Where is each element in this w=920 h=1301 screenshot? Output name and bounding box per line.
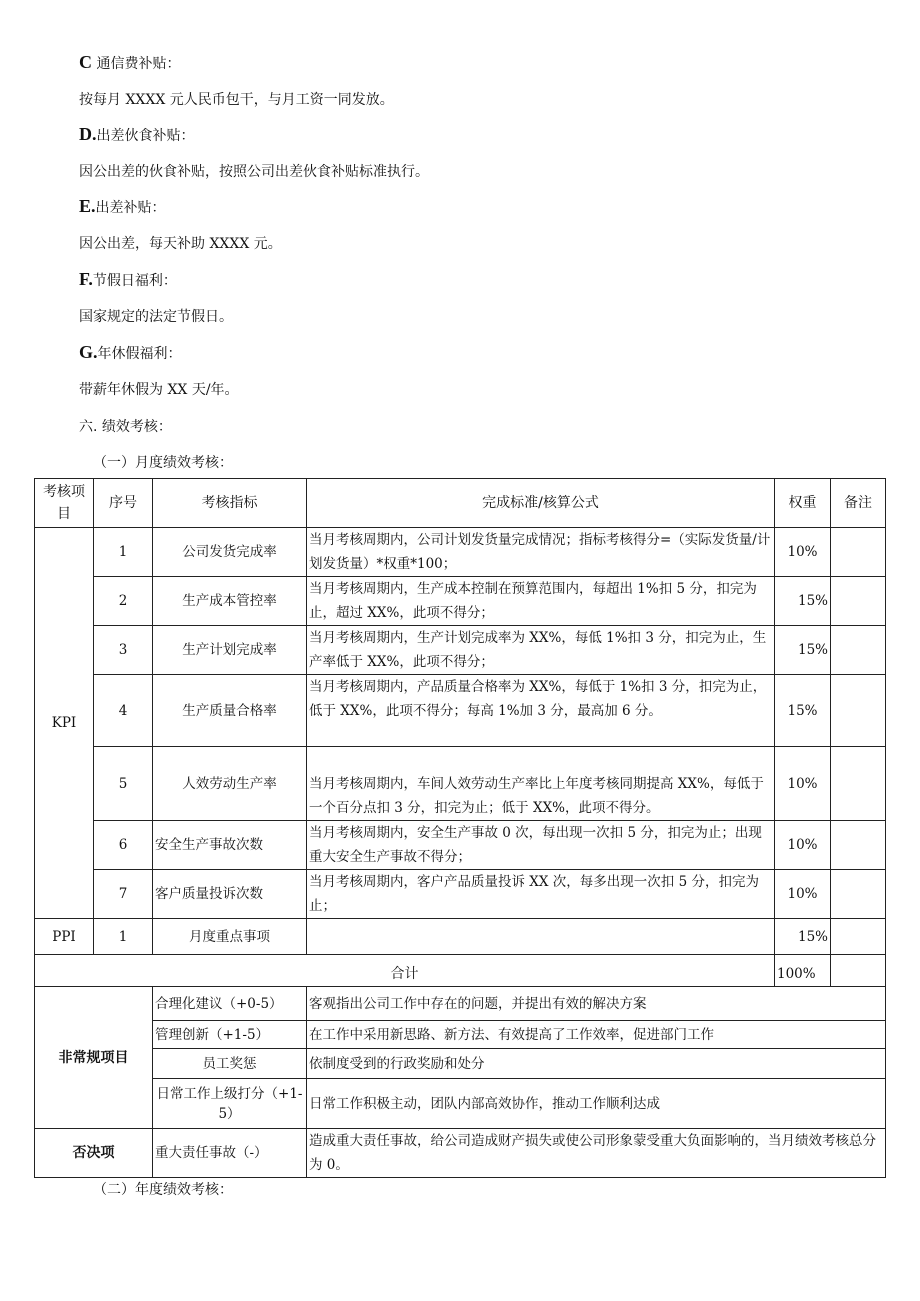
row-indicator: 公司发货完成率	[153, 528, 307, 577]
section-c-body: 按每月 XXXX 元人民币包干，与月工资一同发放。	[79, 92, 394, 108]
table-row-total	[35, 955, 886, 987]
row-number: 1	[94, 919, 153, 955]
section-c-title: C 通信费补贴：	[79, 52, 181, 72]
section-g-title: G.年休假福利：	[79, 342, 182, 362]
header-indicator: 考核指标	[153, 479, 307, 528]
row-standard: 当月考核周期内，生产成本控制在预算范围内，每超出 1%扣 5 分，扣完为止，超过 XX%，此项不得分；	[307, 577, 775, 626]
header-weight: 权重	[775, 479, 831, 528]
row-standard	[307, 919, 775, 955]
section-six-title: 六. 绩效考核：	[79, 419, 172, 435]
table-header-row	[35, 479, 886, 528]
table-row	[35, 675, 886, 747]
row-number: 1	[94, 528, 153, 577]
ppi-category-label: PPI	[35, 919, 94, 955]
table-row-veto	[35, 1129, 886, 1178]
header-number: 序号	[94, 479, 153, 528]
table-row	[35, 626, 886, 675]
row-standard: 日常工作积极主动，团队内部高效协作，推动工作顺利达成	[307, 1079, 886, 1129]
section-e-body: 因公出差，每天补助 XXXX 元。	[79, 236, 282, 252]
row-weight: 15%	[775, 675, 831, 747]
row-indicator: 月度重点事项	[153, 919, 307, 955]
row-weight: 10%	[775, 747, 831, 821]
row-remark	[831, 821, 886, 870]
table-row	[35, 577, 886, 626]
row-number: 7	[94, 870, 153, 919]
annual-review-title: （二）年度绩效考核：	[93, 1182, 233, 1198]
row-remark	[831, 675, 886, 747]
row-indicator: 日常工作上级打分（+1-5）	[153, 1079, 307, 1129]
row-indicator: 员工奖惩	[153, 1049, 307, 1079]
monthly-review-title: （一）月度绩效考核：	[93, 455, 233, 471]
row-standard: 当月考核周期内，安全生产事故 0 次，每出现一次扣 5 分，扣完为止；出现重大安全生产事故不得分；	[307, 821, 775, 870]
row-standard: 当月考核周期内，客户产品质量投诉 XX 次，每多出现一次扣 5 分，扣完为止；	[307, 870, 775, 919]
row-remark	[831, 870, 886, 919]
section-e-title: E.出差补贴：	[79, 196, 166, 216]
section-f-title: F.节假日福利：	[79, 269, 177, 289]
row-weight: 15%	[775, 577, 831, 626]
row-standard: 在工作中采用新思路、新方法、有效提高了工作效率，促进部门工作	[307, 1021, 886, 1049]
table-row-irregular	[35, 1021, 886, 1049]
kpi-category-label: KPI	[35, 528, 94, 919]
row-weight: 10%	[775, 528, 831, 577]
row-remark	[831, 919, 886, 955]
row-number: 5	[94, 747, 153, 821]
row-standard: 客观指出公司工作中存在的问题，并提出有效的解决方案	[307, 987, 886, 1021]
header-remark: 备注	[831, 479, 886, 528]
row-remark	[831, 528, 886, 577]
header-standard: 完成标准/核算公式	[307, 479, 775, 528]
table-row	[35, 528, 886, 577]
section-d-title: D.出差伙食补贴：	[79, 124, 195, 144]
row-number: 2	[94, 577, 153, 626]
table-row-irregular	[35, 1049, 886, 1079]
row-standard: 造成重大责任事故，给公司造成财产损失或使公司形象蒙受重大负面影响的，当月绩效考核总分为 0。	[307, 1129, 886, 1178]
table-row-ppi	[35, 919, 886, 955]
table-row-irregular	[35, 1079, 886, 1129]
row-number: 6	[94, 821, 153, 870]
header-category: 考核项目	[35, 479, 94, 528]
row-standard: 当月考核周期内，公司计划发货量完成情况；指标考核得分=（实际发货量/计划发货量）*权重*100；	[307, 528, 775, 577]
table-row	[35, 870, 886, 919]
monthly-kpi-table	[34, 478, 886, 1178]
row-indicator: 重大责任事故（-）	[153, 1129, 307, 1178]
table-row	[35, 821, 886, 870]
row-indicator: 人效劳动生产率	[153, 747, 307, 821]
row-indicator: 客户质量投诉次数	[153, 870, 307, 919]
row-remark	[831, 955, 886, 987]
row-indicator: 生产计划完成率	[153, 626, 307, 675]
table-row	[35, 747, 886, 821]
row-indicator: 安全生产事故次数	[153, 821, 307, 870]
row-indicator: 生产质量合格率	[153, 675, 307, 747]
row-indicator: 管理创新（+1-5）	[153, 1021, 307, 1049]
table-row-irregular	[35, 987, 886, 1021]
row-weight: 15%	[775, 919, 831, 955]
row-weight: 15%	[775, 626, 831, 675]
row-number: 3	[94, 626, 153, 675]
veto-category-label: 否决项	[35, 1129, 153, 1178]
row-standard: 当月考核周期内，生产计划完成率为 XX%，每低 1%扣 3 分，扣完为止，生产率低于 XX%，此项不得分；	[307, 626, 775, 675]
row-standard: 当月考核周期内，产品质量合格率为 XX%，每低于 1%扣 3 分，扣完为止，低于 XX%，此项不得分；每高 1%加 3 分，最高加 6 分。	[307, 675, 775, 747]
row-indicator: 生产成本管控率	[153, 577, 307, 626]
row-remark	[831, 626, 886, 675]
row-standard: 依制度受到的行政奖励和处分	[307, 1049, 886, 1079]
section-d-body: 因公出差的伙食补贴，按照公司出差伙食补贴标准执行。	[79, 164, 429, 180]
section-f-body: 国家规定的法定节假日。	[79, 309, 233, 325]
row-weight: 10%	[775, 821, 831, 870]
total-weight: 100%	[775, 955, 831, 987]
section-g-body: 带薪年休假为 XX 天/年。	[79, 382, 239, 398]
row-indicator: 合理化建议（+0-5）	[153, 987, 307, 1021]
row-number: 4	[94, 675, 153, 747]
row-weight: 10%	[775, 870, 831, 919]
total-label: 合计	[35, 955, 775, 987]
row-remark	[831, 577, 886, 626]
row-remark	[831, 747, 886, 821]
row-standard: 当月考核周期内，车间人效劳动生产率比上年度考核同期提高 XX%，每低于一个百分点扣 3 分，扣完为止；低于 XX%，此项不得分。	[307, 747, 775, 821]
irregular-category-label: 非常规项目	[35, 987, 153, 1129]
